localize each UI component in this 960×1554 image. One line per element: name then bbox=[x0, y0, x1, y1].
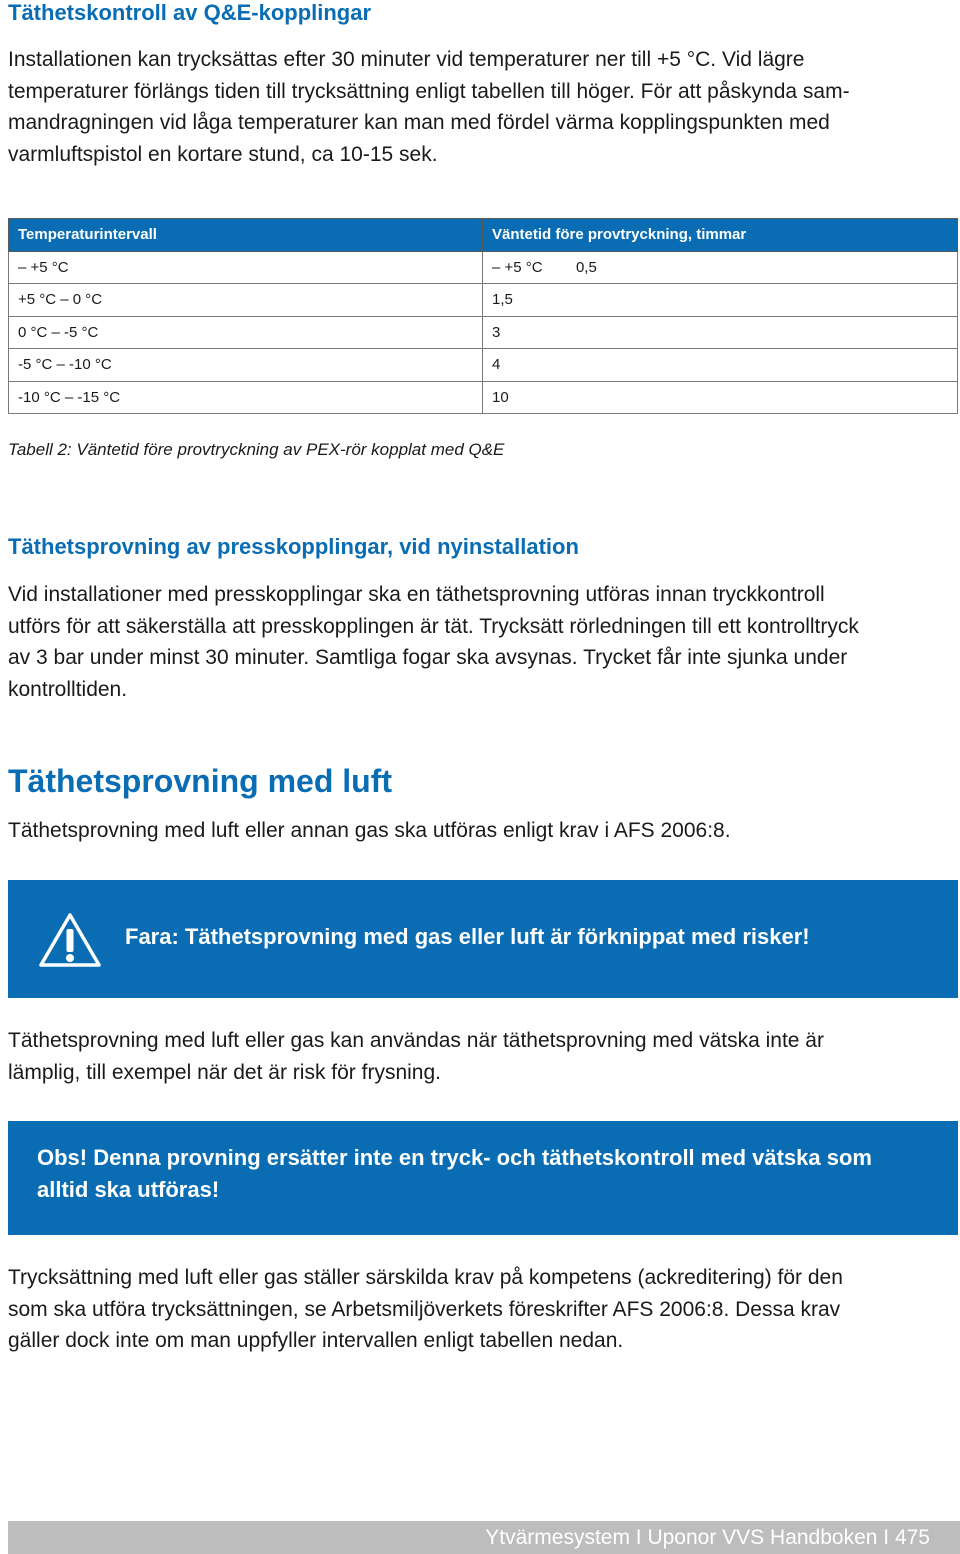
cell-temperature: -10 °C – -15 °C bbox=[9, 381, 483, 414]
text-line: som ska utföra trycksättningen, se Arbetsmiljöverkets föreskrifter AFS 2006:8. Dessa krav bbox=[8, 1297, 841, 1321]
text-line: gäller dock inte om man uppfyller intervallen enligt tabellen nedan. bbox=[8, 1329, 624, 1352]
cell-hours: 4 bbox=[483, 349, 958, 382]
intro-paragraph bbox=[8, 44, 952, 170]
footer-text: Ytvärmesystem I Uponor VVS Handboken I 475 bbox=[485, 1526, 930, 1549]
table-row bbox=[9, 349, 958, 382]
table-header-row bbox=[9, 219, 958, 252]
text-line: mandragningen vid låga temperaturer kan man med fördel värma kopplingspunkten med bbox=[8, 111, 830, 134]
cell-hours: 10 bbox=[483, 381, 958, 414]
waiting-time-table bbox=[8, 218, 958, 414]
section-title-presskopplingar: Täthetsprovning av presskopplingar, vid nyinstallation bbox=[8, 534, 579, 559]
text-line: av 3 bar under minst 30 minuter. Samtliga fogar ska avsynas. Trycket får inte sjunka under bbox=[8, 646, 848, 669]
cell-temperature: 0 °C – -5 °C bbox=[9, 316, 483, 349]
page-footer bbox=[8, 1521, 960, 1554]
header-waiting-time: Väntetid före provtryckning, timmar bbox=[483, 219, 958, 252]
danger-box bbox=[8, 880, 958, 998]
text-line: Obs! Denna provning ersätter inte en tryck- och täthetskontroll med vätska som bbox=[37, 1145, 872, 1170]
cell-temperature: +5 °C – 0 °C bbox=[9, 284, 483, 317]
cell-temperature: -5 °C – -10 °C bbox=[9, 349, 483, 382]
text-line: kontrolltiden. bbox=[8, 677, 128, 701]
text-line: varmluftspistol en kortare stund, ca 10-15 sek. bbox=[8, 142, 438, 166]
table-row bbox=[9, 381, 958, 414]
danger-text: Fara: Täthetsprovning med gas eller luft är förknippat med risker! bbox=[125, 924, 810, 949]
presskopplingar-paragraph bbox=[8, 579, 952, 705]
header-temperature: Temperaturintervall bbox=[9, 219, 483, 252]
obs-box bbox=[8, 1121, 958, 1235]
cell-hours: – +5 °C 0,5 bbox=[483, 251, 958, 284]
cell-hours: 1,5 bbox=[483, 284, 958, 317]
luft-paragraph bbox=[8, 1025, 952, 1088]
text-line: Täthetsprovning med luft eller gas kan användas när täthetsprovning med vätska inte är bbox=[8, 1029, 824, 1052]
text-line: Installationen kan trycksättas efter 30 minuter vid temperaturer ner till +5 °C. Vid lägre bbox=[8, 48, 805, 71]
table-caption: Tabell 2: Väntetid före provtryckning av PEX-rör kopplat med Q&E bbox=[8, 440, 505, 459]
text-line: alltid ska utföras! bbox=[37, 1176, 220, 1202]
competence-paragraph bbox=[8, 1262, 952, 1357]
text-line: Trycksättning med luft eller gas ställer särskilda krav på kompetens (ackreditering) för den bbox=[8, 1266, 843, 1289]
text-line: Vid installationer med presskopplingar ska en täthetsprovning utföras innan tryckkontroll bbox=[8, 583, 825, 606]
text-line: temperaturer förlängs tiden till trycksättning enligt tabellen till höger. För att påskynda sam- bbox=[8, 79, 850, 103]
section-title-qe: Täthetskontroll av Q&E-kopplingar bbox=[8, 0, 372, 25]
table-row bbox=[9, 316, 958, 349]
text-line: lämplig, till exempel när det är risk för frysning. bbox=[8, 1060, 441, 1084]
obs-text bbox=[37, 1142, 937, 1205]
table-row bbox=[9, 251, 958, 284]
cell-hours: 3 bbox=[483, 316, 958, 349]
table-row bbox=[9, 284, 958, 317]
text-line: Täthetsprovning med luft eller annan gas ska utföras enligt krav i AFS 2006:8. bbox=[8, 819, 731, 842]
section-title-luft: Täthetsprovning med luft bbox=[8, 763, 392, 799]
cell-temperature: – +5 °C bbox=[9, 251, 483, 284]
warning-triangle-icon bbox=[38, 912, 102, 968]
luft-intro bbox=[8, 815, 952, 847]
text-line: utförs för att säkerställa att presskopplingen är tät. Trycksätt rörledningen till ett kontrolltryck bbox=[8, 614, 859, 638]
